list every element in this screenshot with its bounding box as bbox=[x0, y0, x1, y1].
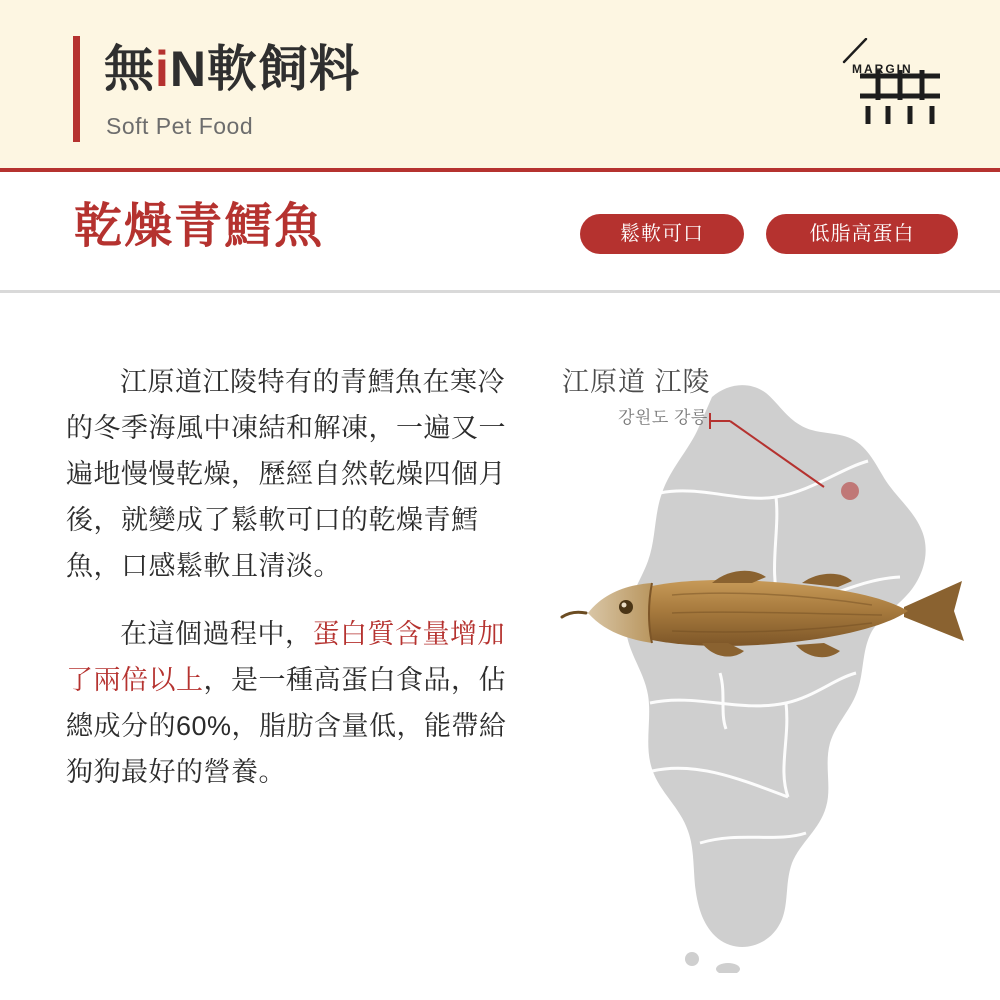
korea-map-figure bbox=[540, 333, 980, 973]
paragraph-one: 江原道江陵特有的青鱈魚在寒冷的冬季海風中凍結和解凍，一遍又一遍地慢慢乾燥，歷經自然乾燥四個月後，就變成了鬆軟可口的乾燥青鱈魚，口感鬆軟且清淡。 bbox=[66, 367, 506, 581]
logo-wordmark: MARGIN bbox=[852, 62, 913, 76]
brand-title-part2: N軟飼料 bbox=[169, 41, 361, 97]
description-copy bbox=[66, 359, 518, 817]
paragraph-two-lead: 在這個過程中， bbox=[120, 619, 313, 649]
brand-accent-bar bbox=[73, 36, 80, 142]
page-title: 乾燥青鱈魚 bbox=[74, 200, 325, 253]
body-area bbox=[0, 293, 1000, 1000]
brand-title bbox=[104, 40, 360, 98]
logo-slash-icon bbox=[842, 38, 868, 64]
map-region-sublabel: 강원도 강릉 bbox=[618, 408, 708, 427]
logo-character-icon bbox=[854, 66, 946, 128]
paragraph-two-tail: ，是一種高蛋白食品，佔總成分的60%，脂肪含量低，能帶給狗狗最好的營養。 bbox=[66, 665, 507, 787]
paragraph-two-highlight: 蛋白質含量增加了兩倍以上 bbox=[66, 619, 505, 695]
logo-character bbox=[854, 66, 946, 128]
title-row bbox=[0, 172, 1000, 290]
brand-title-part1: 無 bbox=[104, 41, 155, 97]
header-band bbox=[0, 0, 1000, 168]
dried-pollack-fish-image bbox=[552, 551, 972, 671]
tag-badge-soft: 鬆軟可口 bbox=[580, 214, 744, 254]
tag-badge-protein: 低脂高蛋白 bbox=[766, 214, 958, 254]
map-leader-line bbox=[708, 405, 838, 495]
paragraph-two bbox=[66, 611, 518, 795]
map-region-label: 江原道 江陵 bbox=[562, 367, 711, 397]
brand-title-accent: i bbox=[155, 41, 170, 97]
margin-logo bbox=[834, 36, 954, 132]
brand-subtitle: Soft Pet Food bbox=[106, 113, 254, 139]
